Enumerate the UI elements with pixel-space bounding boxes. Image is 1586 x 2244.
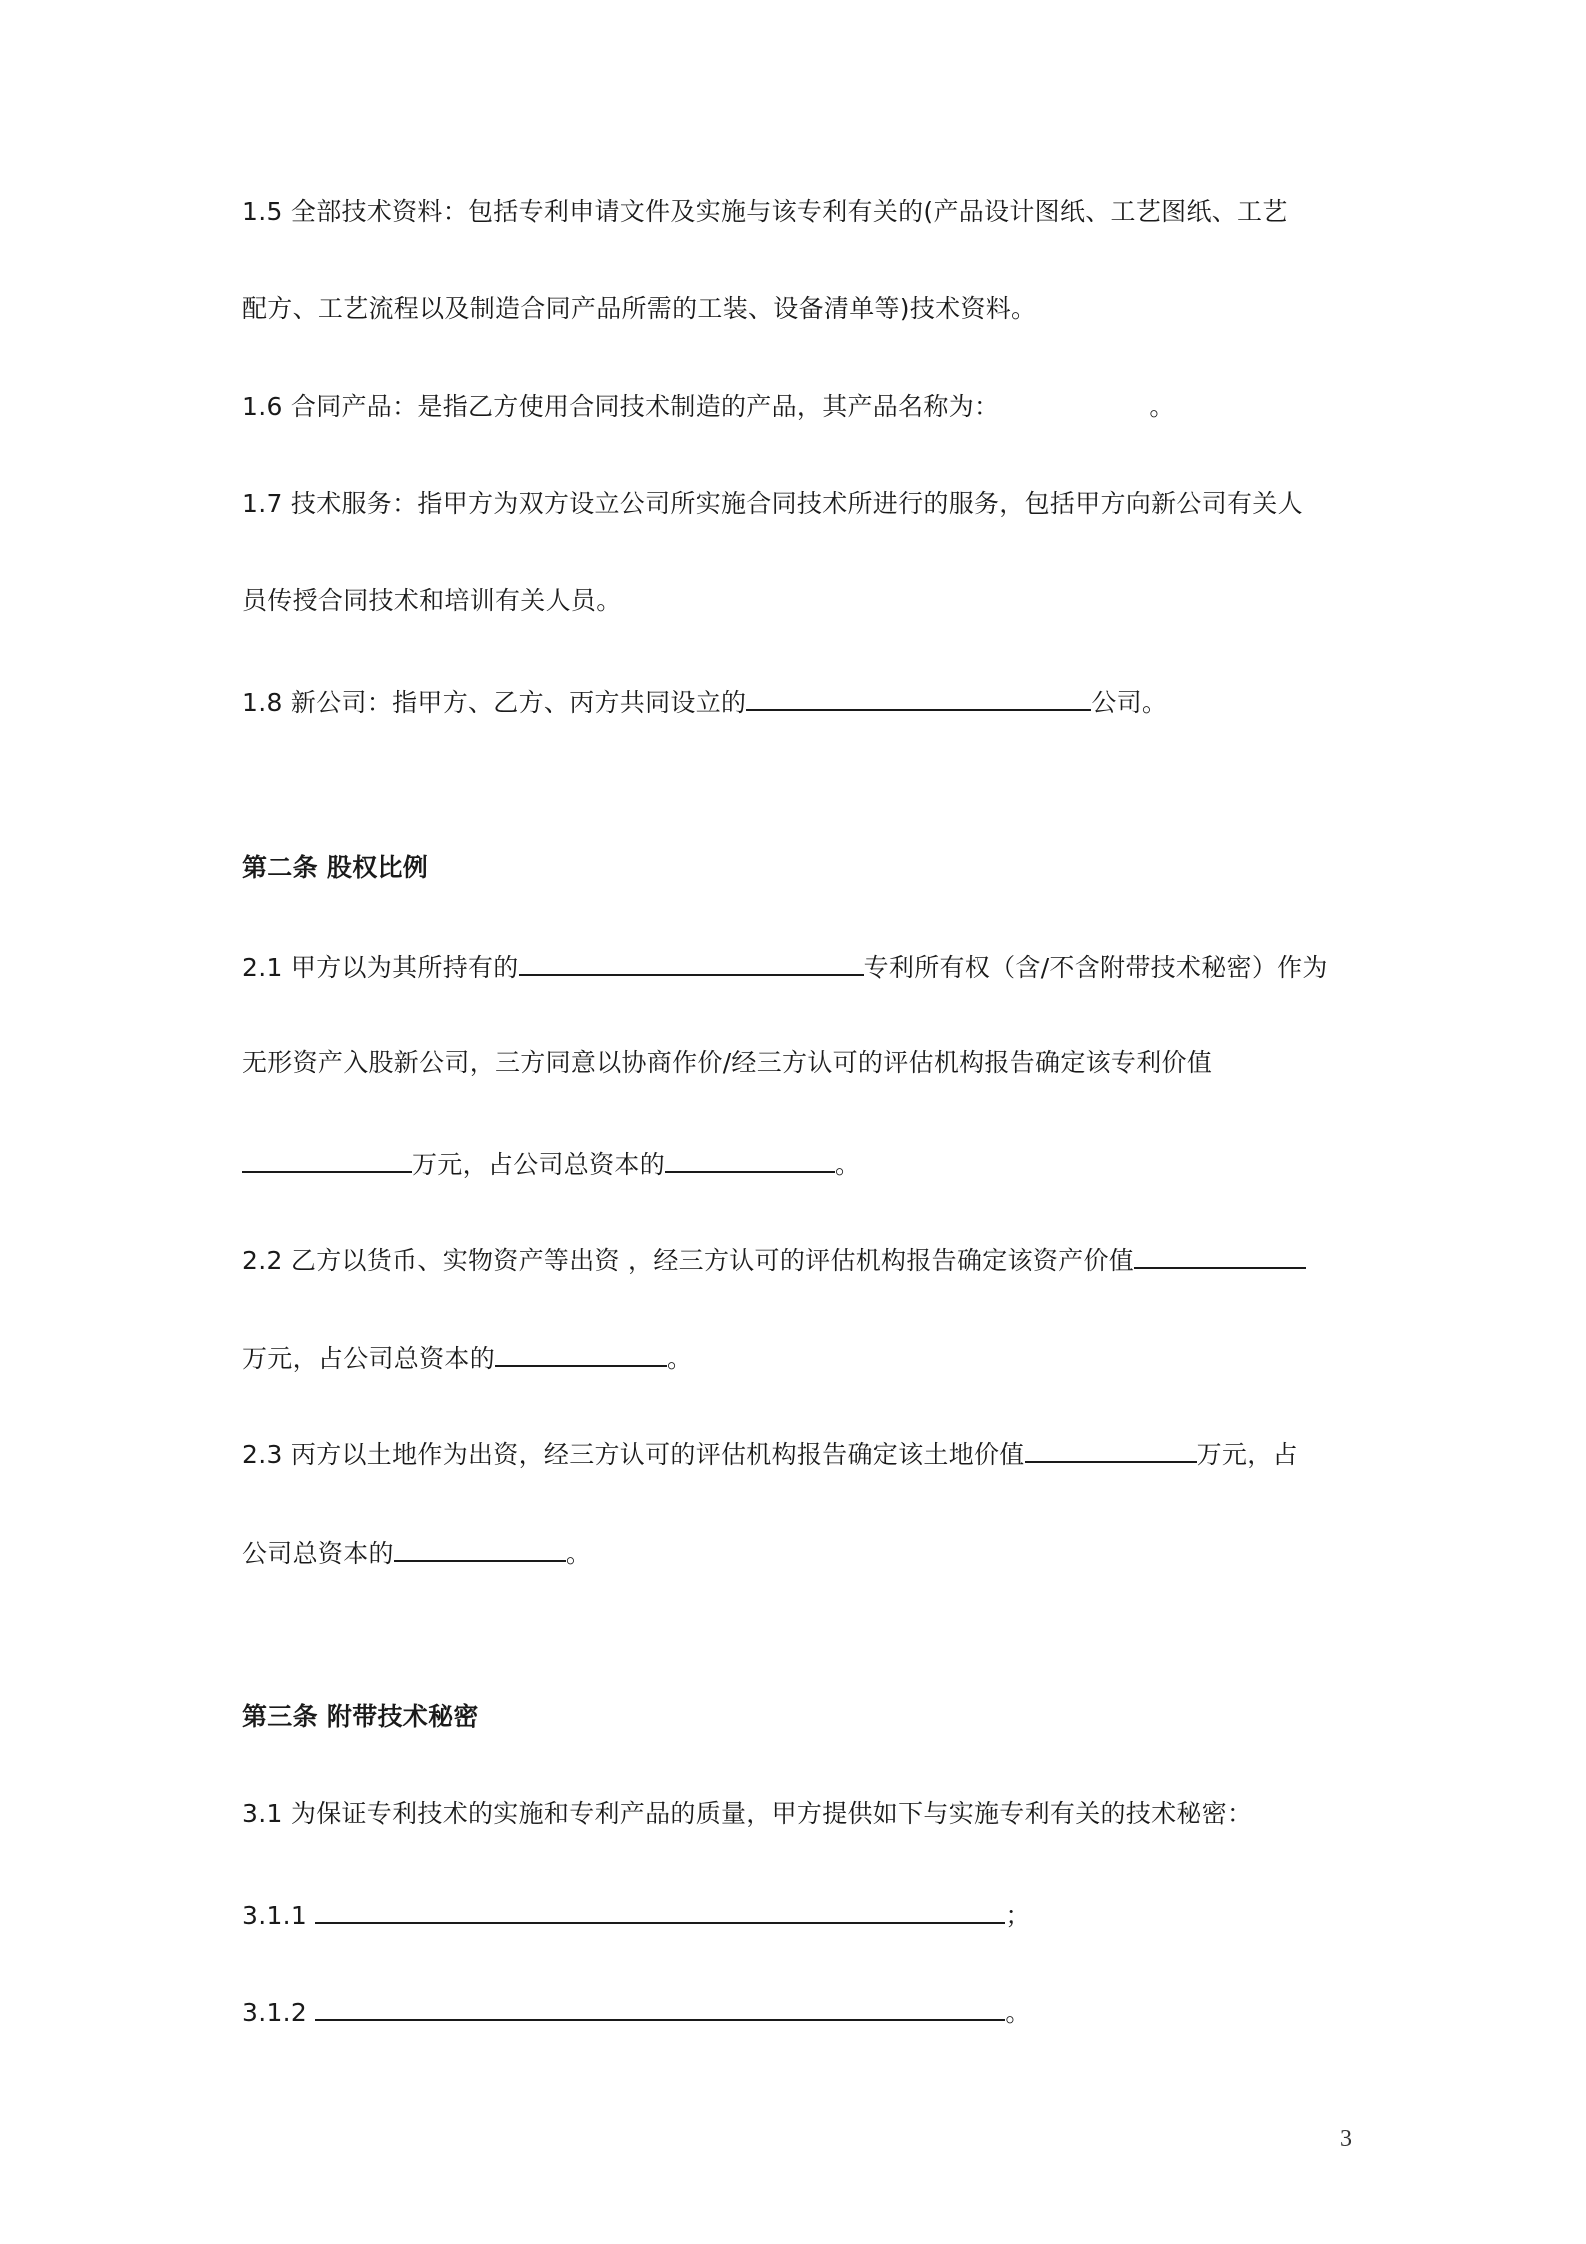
clause-1-8 <box>242 685 1167 720</box>
clause-3-1-2-end: 。 <box>1005 1998 1031 2027</box>
page-number: 3 <box>1340 2126 1352 2152</box>
article-2-heading-text: 第二条 股权比例 <box>242 853 429 882</box>
clause-2-3-line-1 <box>242 1437 1298 1472</box>
clause-1-7-line-2 <box>242 584 622 618</box>
clause-2-3-text-1: 2.3 丙方以土地作为出资，经三方认可的评估机构报告确定该土地价值 <box>242 1440 1025 1469</box>
patent-value-blank[interactable] <box>242 1147 412 1173</box>
land-value-blank[interactable] <box>1025 1437 1197 1463</box>
patent-share-blank[interactable] <box>665 1147 835 1173</box>
asset-value-blank[interactable] <box>1134 1243 1306 1269</box>
clause-1-6-end: 。 <box>1149 392 1175 421</box>
clause-1-7-text-1: 1.7 技术服务：指甲方为双方设立公司所实施合同技术所进行的服务，包括甲方向新公司有关人 <box>242 489 1303 518</box>
clause-1-5-text-2: 配方、工艺流程以及制造合同产品所需的工装、设备清单等)技术资料。 <box>242 294 1037 323</box>
clause-2-1-line-2 <box>242 1046 1212 1080</box>
trade-secret-1-blank[interactable] <box>315 1898 1005 1924</box>
article-3-heading <box>242 1700 479 1734</box>
clause-2-3-text-2: 公司总资本的 <box>242 1539 394 1568</box>
clause-2-1-end: 。 <box>835 1150 861 1179</box>
clause-3-1-text: 3.1 为保证专利技术的实施和专利产品的质量，甲方提供如下与实施专利有关的技术秘密： <box>242 1799 1253 1828</box>
new-company-name-blank[interactable] <box>746 685 1091 711</box>
clause-1-5-line-2 <box>242 292 1036 326</box>
clause-1-8-end: 公司。 <box>1091 688 1168 717</box>
article-2-heading <box>242 851 428 885</box>
clause-3-1-1-label: 3.1.1 <box>242 1901 308 1930</box>
land-share-blank[interactable] <box>394 1536 566 1562</box>
clause-2-3-end: 。 <box>565 1539 592 1568</box>
clause-2-2-line-1 <box>242 1243 1306 1278</box>
clause-3-1-2 <box>242 1995 1031 2030</box>
clause-3-1-2-label: 3.1.2 <box>242 1998 308 2027</box>
clause-2-2-text-2: 万元，占公司总资本的 <box>242 1344 496 1373</box>
clause-2-1-line-3 <box>242 1147 860 1182</box>
clause-1-7-line-1 <box>242 487 1303 521</box>
clause-2-2-text-1: 2.2 乙方以货币、实物资产等出资 ，经三方认可的评估机构报告确定该资产价值 <box>242 1246 1135 1275</box>
clause-1-5-text-1: 1.5 全部技术资料：包括专利申请文件及实施与该专利有关的(产品设计图纸、工艺图纸、工艺 <box>242 197 1288 226</box>
clause-1-6 <box>242 390 1175 424</box>
clause-1-7-text-2: 员传授合同技术和培训有关人员。 <box>242 586 622 615</box>
clause-3-1-1-end: ； <box>1005 1901 1031 1930</box>
clause-2-1-text-2: 无形资产入股新公司，三方同意以协商作价/经三方认可的评估机构报告确定该专利价值 <box>242 1048 1213 1077</box>
clause-3-1-1 <box>242 1898 1031 1933</box>
clause-2-1-text-1: 2.1 甲方以为其所持有的 <box>242 953 519 982</box>
trade-secret-2-blank[interactable] <box>315 1995 1005 2021</box>
clause-2-3-text-1b: 万元，占 <box>1196 1440 1298 1469</box>
patent-name-blank[interactable] <box>519 950 864 976</box>
clause-2-2-line-2 <box>242 1341 692 1376</box>
clause-1-6-text: 1.6 合同产品：是指乙方使用合同技术制造的产品，其产品名称为： <box>242 392 1000 421</box>
clause-2-1-text-1b: 专利所有权（含/不含附带技术秘密）作为 <box>863 953 1328 982</box>
clause-2-3-line-2 <box>242 1536 591 1571</box>
clause-2-1-text-3: 万元，占公司总资本的 <box>412 1150 666 1179</box>
clause-3-1 <box>242 1797 1252 1831</box>
asset-share-blank[interactable] <box>495 1341 667 1367</box>
clause-2-2-end: 。 <box>667 1344 693 1373</box>
clause-1-5-line-1 <box>242 195 1288 229</box>
article-3-heading-text: 第三条 附带技术秘密 <box>242 1702 479 1731</box>
clause-2-1-line-1 <box>242 950 1328 985</box>
clause-1-8-text: 1.8 新公司：指甲方、乙方、丙方共同设立的 <box>242 688 747 717</box>
